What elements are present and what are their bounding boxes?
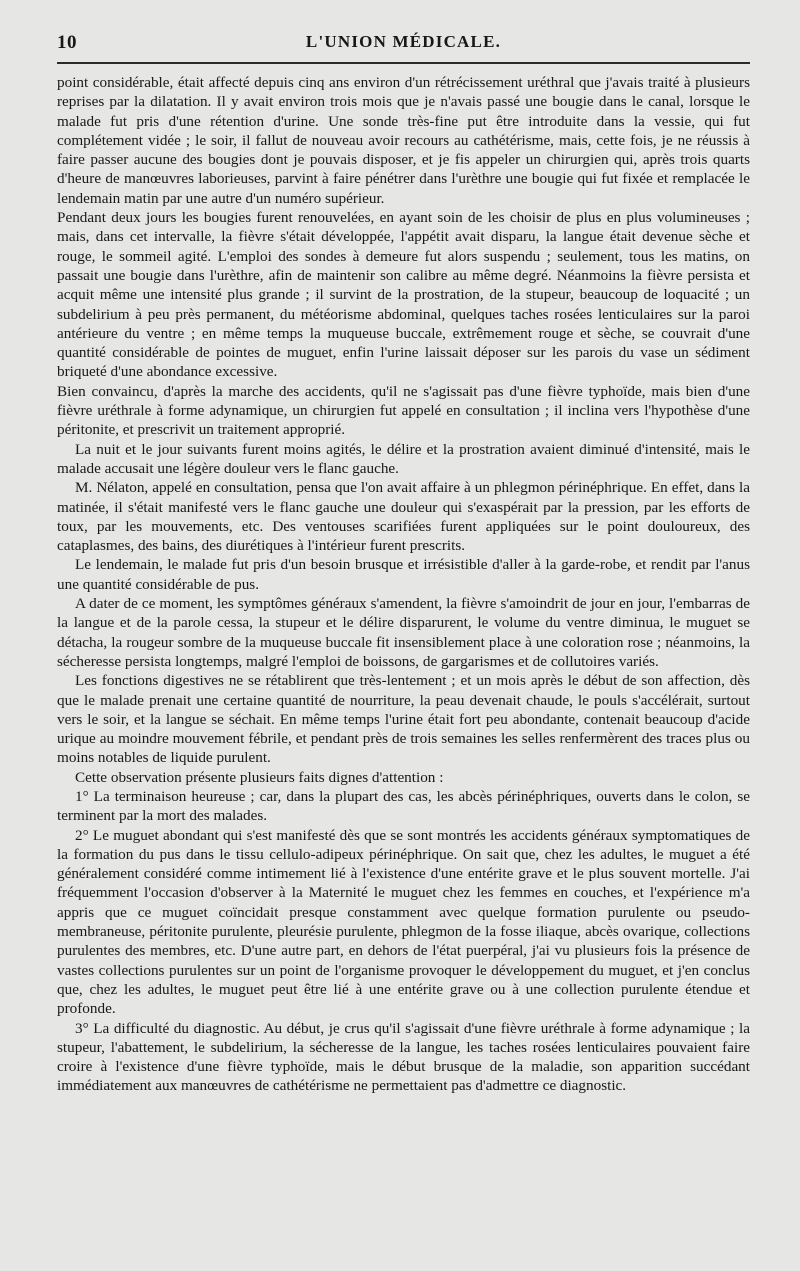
page-number: 10 bbox=[57, 32, 77, 53]
paragraph-1: point considérable, était affecté depuis cinq ans environ d'un rétrécissement uréthral que j'avais traité à plusieurs reprises par la dilatation. Il y avait environ trois mois que je n'avais passé une bougie dans le canal, lorsque le malade fut pris d'une rétention d'urine. Une sonde très-fine put être introduite dans la vessie, qui fut complétement vidée ; le soir, il fallut de nouveau avoir recours au cathétérisme, mais, cette fois, je ne réussis à faire passer aucune des bougies dont je pouvais disposer, et je fis appeler un chirurgien qui, après trois quarts d'heure de manœuvres laborieuses, parvint à faire pénétrer dans l'urèthre une bougie qui fut fixée et remplacée le lendemain matin par une autre d'un numéro supérieur. bbox=[57, 74, 750, 207]
paragraph-3: Bien convaincu, d'après la marche des accidents, qu'il ne s'agissait pas d'une fièvre typhoïde, mais bien d'une fièvre uréthrale à forme adynamique, un chirurgien fut appelé en consultation ; il inclina vers l'hypothèse d'une péritonite, et prescrivit un traitement approprié. bbox=[57, 382, 750, 439]
paragraph-11: 2° Le muguet abondant qui s'est manifesté dès que se sont montrés les accidents généraux symptomatiques de la formation du pus dans le tissu cellulo-adipeux périnéphrique. On sait que, chez les adultes, le muguet a été généralement considéré comme intimement lié à l'existence d'une entérite grave et le plus souvent mortelle. J'ai fréquemment l'occasion d'observer à la Maternité le muguet chez les femmes en couches, et l'expérience m'a appris que ce muguet coïncidait presque constamment avec quelque formation purulente ou pseudo-membraneuse, péritonite purulente, pleurésie purulente, phlegmon de la fosse iliaque, abcès ovarique, collections purulentes des membres, etc. D'une autre part, en dehors de l'état puerpéral, j'ai vu plusieurs fois la présence de vastes collections purulentes sur un point de l'organisme provoquer le développement du muguet, et j'en conclus que, chez les adultes, le muguet peut être lié à une entérite grave ou à une collection purulente étendue et profonde. bbox=[57, 826, 750, 1018]
paragraph-7: A dater de ce moment, les symptômes généraux s'amendent, la fièvre s'amoindrit de jour en jour, l'embarras de la langue et de la parole cessa, la stupeur et le délire disparurent, le volume du ventre diminua, le muguet se détacha, la rougeur sombre de la muqueuse buccale fit insensiblement place à une coloration rose ; néanmoins, la sécheresse persista longtemps, malgré l'emploi de boissons, de gargarismes et de collutoires variés. bbox=[57, 595, 750, 670]
paragraph-6: Le lendemain, le malade fut pris d'un besoin brusque et irrésistible d'aller à la garde-robe, et rendit par l'anus une quantité considérable de pus. bbox=[57, 556, 750, 593]
journal-title: L'UNION MÉDICALE. bbox=[305, 32, 502, 51]
header-rule bbox=[57, 62, 750, 64]
paragraph-9: Cette observation présente plusieurs faits dignes d'attention : bbox=[75, 768, 444, 786]
paragraph-10: 1° La terminaison heureuse ; car, dans la plupart des cas, les abcès périnéphriques, ouverts dans le colon, se terminent par la mort des malades. bbox=[57, 787, 750, 825]
paragraph-12: 3° La difficulté du diagnostic. Au début, je crus qu'il s'agissait d'une fièvre uréthrale à forme adynamique ; la stupeur, l'abattement, le subdelirium, la sécheresse de la langue, les taches rosées lenticulaires pouvaient faire croire à l'existence d'une fièvre typhoïde, mais le début brusque de la maladie, son apparition succédant immédiatement aux manœuvres de cathétérisme ne permettaient pas d'admettre ce diagnostic. bbox=[57, 1019, 750, 1095]
page-header bbox=[57, 30, 750, 60]
paragraph-8: Les fonctions digestives ne se rétablirent que très-lentement ; et un mois après le début de son affection, dès que le malade prenait une certaine quantité de nourriture, la peau devenait chaude, le pouls s'accélérait, surtout vers le soir, et la langue se séchait. En même temps l'urine était fort peu abondante, contenait beaucoup d'acide urique au moindre mouvement fébrile, et pendant près de trois semaines les selles renfermèrent des traces plus ou moins notables de liquide purulent. bbox=[57, 672, 750, 767]
paragraph-2: Pendant deux jours les bougies furent renouvelées, en ayant soin de les choisir de plus en plus volumineuses ; mais, dans cet intervalle, la fièvre s'était développée, l'appétit avait disparu, la langue était devenue sèche et rouge, le sommeil agité. L'emploi des sondes à demeure fut alors suspendu ; seulement, tous les matins, on passait une bougie dans l'urèthre, afin de maintenir son calibre au même degré. Néanmoins la fièvre persista et acquit même une intensité plus grande ; il survint de la prostration, de la stupeur, beaucoup de loquacité ; un subdelirium à peu près permanent, du météorisme abdominal, quelques taches rosées lenticulaires sur la paroi antérieure du ventre ; en même temps la muqueuse buccale, extrêmement rouge et sèche, se couvrait d'une quantité considérable de pointes de muguet, enfin l'urine laissait déposer sur les parois du vase un sédiment briqueté d'une abondance excessive. bbox=[57, 209, 750, 381]
paragraph-4: La nuit et le jour suivants furent moins agités, le délire et la prostration avaient diminué d'intensité, mais le malade accusait une légère douleur vers le flanc gauche. bbox=[57, 440, 750, 477]
article-body bbox=[57, 73, 750, 1096]
paragraph-5: M. Nélaton, appelé en consultation, pensa que l'on avait affaire à un phlegmon périnéphrique. En effet, dans la matinée, il s'était manifesté vers le flanc gauche une douleur qui s'exaspérait par la pression, par les efforts de toux, par les mouvements, etc. Des ventouses scarifiées furent appliquées sur le point douloureux, des cataplasmes, des bains, des diurétiques à l'intérieur furent prescrits. bbox=[57, 479, 750, 555]
